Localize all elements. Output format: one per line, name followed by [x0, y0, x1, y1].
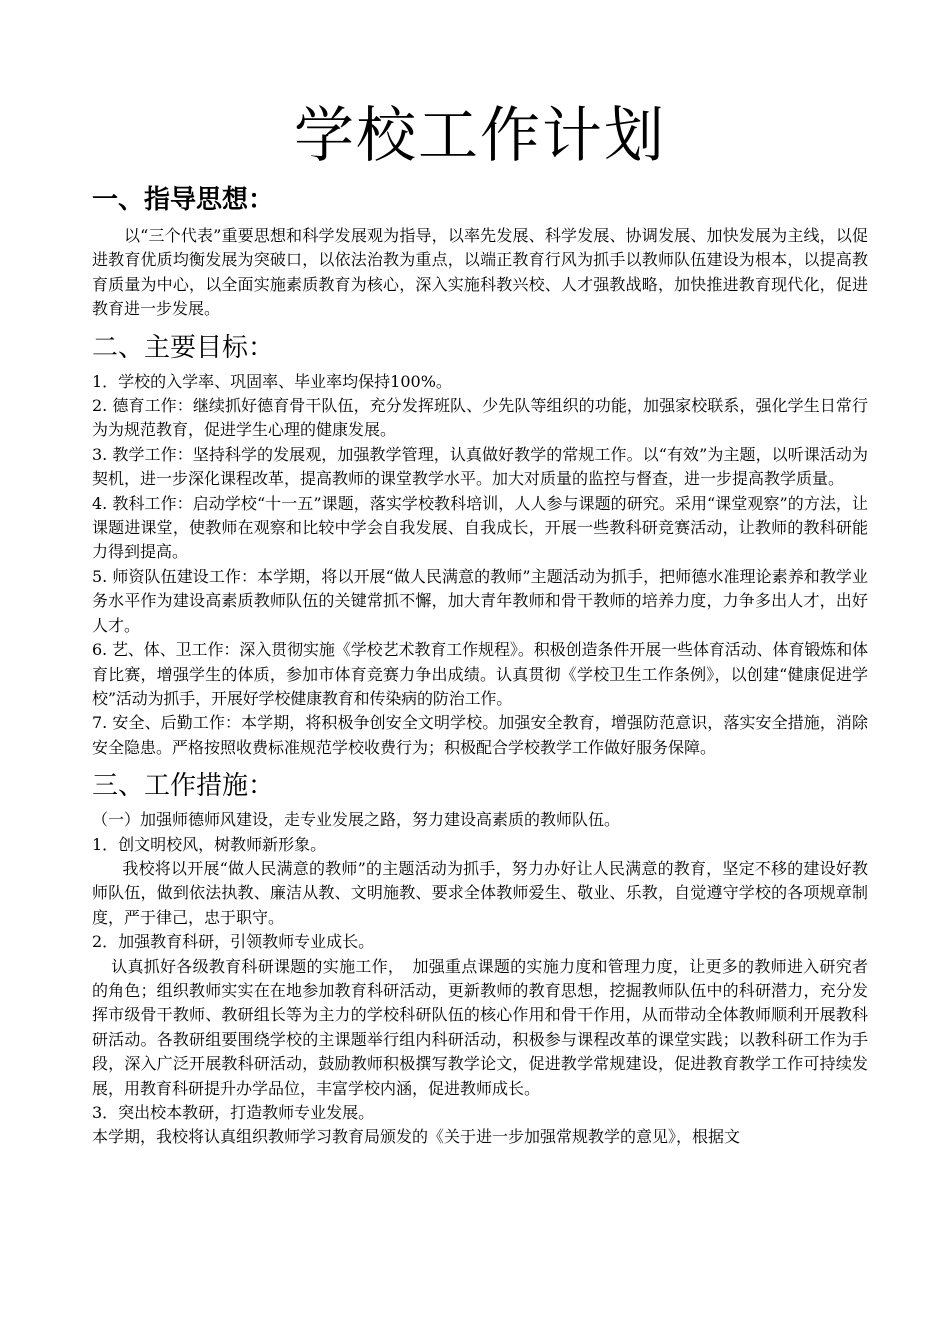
measure-point-2-body: 认真抓好各级教育科研课题的实施工作， 加强重点课题的实施力度和管理力度，让更多的教师进入研究者的角色；组织教师实实在在地参加教育科研活动，更新教师的教育思想，挖掘教师队伍中的科研潜力，充分发挥市级骨干教师、教研组长等为主力的学校科研队伍的核心作用和骨干作用，从而带动全体教师顺利开展教科研活动。各教研组要围绕学校的主课题举行组内科研活动，积极参与课程改革的课堂实践；以教科研工作为手段，深入广泛开展教科研活动，鼓励教师积极撰写教学论文，促进教学常规建设，促进教育教学工作可持续发展，用教育科研提升办学品位，丰富学校内涵，促进教师成长。	[92, 956, 868, 1098]
measure-point-1-body: 我校将以开展“做人民满意的教师”的主题活动为抓手，努力办好让人民满意的教育，坚定不移的建设好教师队伍，做到依法执教、廉洁从教、文明施教、要求全体教师爱生、敬业、乐教，自觉遵守学校的各项规章制度，严于律己，忠于职守。	[92, 858, 868, 927]
section-heading-main-goals: 二、主要目标：	[92, 332, 275, 363]
measure-point-1-title: 1．创文明校风，树教师新形象。	[92, 834, 327, 854]
goal-item-4: 4. 教科工作：启动学校“十一五”课题，落实学校教科培训，人人参与课题的研究。采用“课堂观察”的方法，让课题进课堂，使教师在观察和比较中学会自我发展、自我成长，开展一些教科研竞赛活动，让教师的教科研能力得到提高。	[92, 493, 868, 562]
goal-item-5: 5. 师资队伍建设工作：本学期，将以开展“做人民满意的教师”主题活动为抓手，把师德水准理论素养和教学业务水平作为建设高素质教师队伍的关键常抓不懈，加大青年教师和骨干教师的培养力度，力争多出人才，出好人才。	[92, 566, 868, 635]
document-page	[92, 96, 868, 1150]
goal-item-1: 1．学校的入学率、巩固率、毕业率均保持100%。	[92, 371, 452, 391]
goal-item-6: 6. 艺、体、卫工作：深入贯彻实施《学校艺术教育工作规程》。积极创造条件开展一些体育活动、体育锻炼和体育比赛，增强学生的体质，参加市体育竞赛力争出成绩。认真贯彻《学校卫生工作条例》，以创建“健康促进学校”活动为抓手，开展好学校健康教育和传染病的防治工作。	[92, 640, 868, 708]
goal-item-7: 7. 安全、后勤工作：本学期，将积极争创安全文明学校。加强安全教育，增强防范意识，落实安全措施，消除安全隐患。严格按照收费标准规范学校收费行为；积极配合学校教学工作做好服务保障。	[92, 713, 868, 757]
paragraph-guiding-ideology: 以“三个代表”重要思想和科学发展观为指导，以率先发展、科学发展、协调发展、加快发展为主线，以促进教育优质均衡发展为突破口，以依法治教为重点，以端正教育行风为抓手以教师队伍建设为根本，以提高教育质量为中心，以全面实施素质教育为核心，深入实施科教兴校、人才强教战略，加快推进教育现代化，促进教育进一步发展。	[92, 226, 868, 319]
goal-item-3: 3. 教学工作：坚持科学的发展观，加强教学管理，认真做好教学的常规工作。以“有效”为主题，以听课活动为契机，进一步深化课程改革，提高教师的课堂教学水平。加大对质量的监控与督查，进一步提高教学质量。	[92, 444, 868, 489]
measure-subheading-1: （一）加强师德师风建设，走专业发展之路，努力建设高素质的教师队伍。	[92, 810, 621, 830]
measure-point-2-title: 2．加强教育科研，引领教师专业成长。	[92, 932, 375, 952]
measure-point-3-title: 3．突出校本教研，打造教师专业发展。	[92, 1103, 375, 1122]
document-title: 学校工作计划	[294, 101, 666, 171]
section-heading-guiding-ideology: 一、指导思想：	[92, 185, 275, 215]
section-heading-work-measures: 三、工作措施：	[92, 771, 275, 802]
goal-item-2: 2. 德育工作：继续抓好德育骨干队伍，充分发挥班队、少先队等组织的功能，加强家校联系，强化学生日常行为为规范教育，促进学生心理的健康发展。	[92, 396, 868, 440]
measure-point-3-body: 本学期，我校将认真组织教师学习教育局颁发的《关于进一步加强常规教学的意见》，根据文	[92, 1127, 741, 1147]
